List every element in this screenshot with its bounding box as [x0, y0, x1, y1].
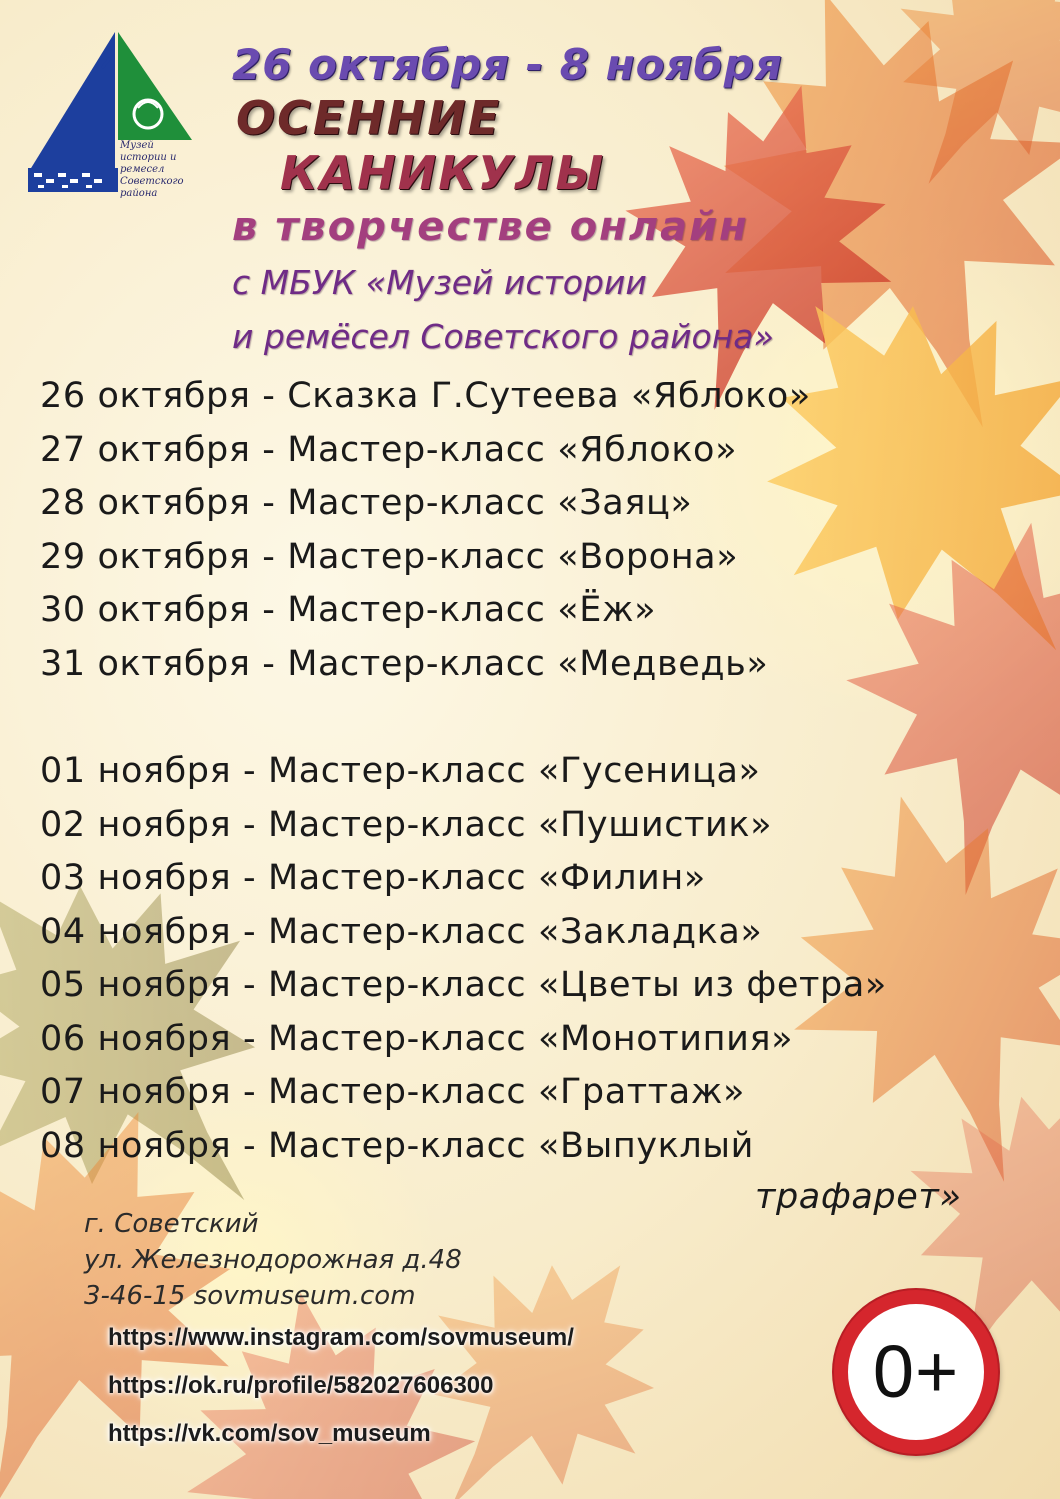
logo-caption-line: истории и ремесел [120, 152, 177, 175]
address-city: г. Советский [84, 1209, 259, 1239]
schedule-item: 06 ноября - Мастер-класс «Монотипия» [40, 1018, 794, 1059]
address-street: ул. Железнодорожная д.48 [84, 1245, 462, 1275]
address-contacts: 3-46-15 sovmuseum.com [84, 1281, 416, 1311]
age-rating-badge [834, 1290, 998, 1454]
schedule-item: 30 октября - Мастер-класс «Ёж» [40, 590, 657, 630]
schedule-item: 05 ноября - Мастер-класс «Цветы из фетра» [40, 965, 887, 1005]
date-range: 26 октября - 8 ноября [232, 40, 783, 89]
social-links [108, 1314, 574, 1458]
event-schedule [40, 370, 1040, 1173]
logo-caption-line: Музей [120, 140, 154, 151]
logo-caption [120, 140, 220, 200]
schedule-item: 29 октября - Мастер-класс «Ворона» [40, 536, 739, 577]
schedule-item: 31 октября - Мастер-класс «Медведь» [40, 643, 769, 684]
schedule-item: 03 ноября - Мастер-класс «Филин» [40, 858, 706, 898]
logo-caption-line: Советского района [120, 176, 184, 199]
schedule-item: 26 октября - Сказка Г.Сутеева «Яблоко» [40, 376, 811, 416]
title-line-2: КАНИКУЛЫ [280, 146, 606, 200]
address-block [84, 1206, 462, 1314]
schedule-item-continuation: трафарет» [755, 1177, 962, 1217]
instagram-link[interactable]: https://www.instagram.com/sovmuseum/ [108, 1324, 574, 1351]
ok-link[interactable]: https://ok.ru/profile/582027606300 [108, 1372, 494, 1399]
schedule-item: 04 ноября - Мастер-класс «Закладка» [40, 911, 763, 952]
schedule-spacer [40, 691, 1040, 745]
schedule-item: 01 ноября - Мастер-класс «Гусеница» [40, 751, 761, 791]
schedule-item: 02 ноября - Мастер-класс «Пушистик» [40, 804, 773, 845]
title-line-1: ОСЕННИЕ [236, 91, 502, 145]
age-rating-label: 0+ [872, 1330, 960, 1413]
subtitle-line-3: и ремёсел Советского района» [232, 317, 774, 356]
schedule-item: 07 ноября - Мастер-класс «Граттаж» [40, 1072, 745, 1112]
vk-link[interactable]: https://vk.com/sov_museum [108, 1420, 431, 1447]
subtitle-line-1: в творчестве онлайн [232, 204, 749, 250]
schedule-item: 28 октября - Мастер-класс «Заяц» [40, 483, 693, 523]
schedule-item: 08 ноября - Мастер-класс «Выпуклый [40, 1125, 754, 1166]
subtitle-line-2: с МБУК «Музей истории [232, 263, 647, 302]
schedule-item: 27 октября - Мастер-класс «Яблоко» [40, 429, 738, 470]
